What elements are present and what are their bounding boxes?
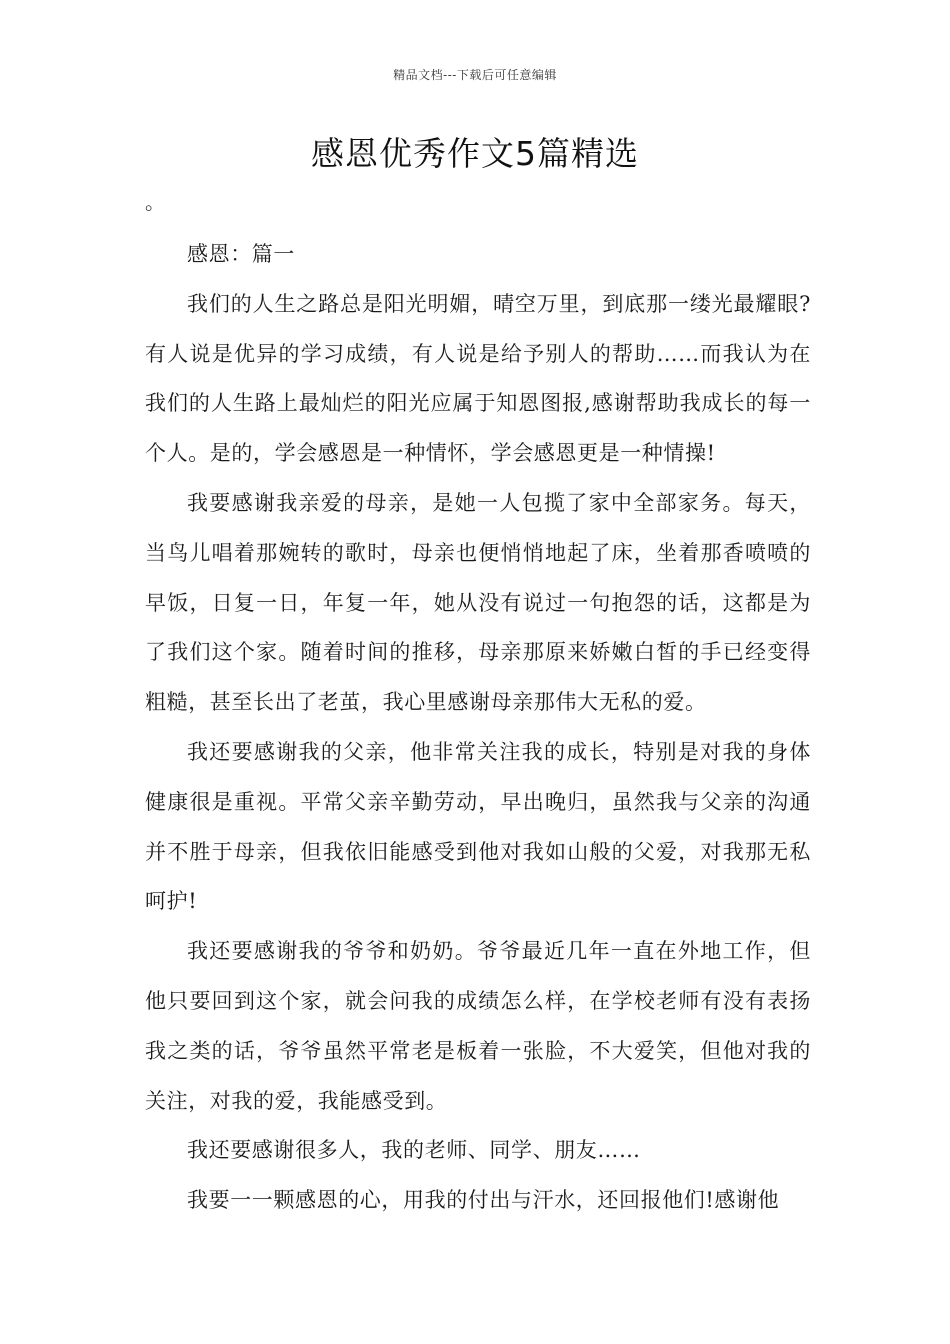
paragraph: 我还要感谢很多人，我的老师、同学、朋友…… bbox=[187, 1138, 641, 1163]
paragraph: 我们的人生之路总是阳光明媚，晴空万里，到底那一缕光最耀眼?有人说是优异的学习成绩，有人说是给予别人的帮助……而我认为在我们的人生路上最灿烂的阳光应属于知恩图报,感谢帮助我成长的每一个人。是的，学会感恩是一种情怀，学会感恩更是一种情操! bbox=[145, 291, 811, 466]
paragraph: 我要一一颗感恩的心，用我的付出与汗水，还回报他们!感谢他 bbox=[187, 1188, 780, 1213]
paragraph: 我还要感谢我的父亲，他非常关注我的成长，特别是对我的身体健康很是重视。平常父亲辛勤劳动，早出晚归，虽然我与父亲的沟通并不胜于母亲，但我依旧能感受到他对我如山般的父爱，对我那无私呵护! bbox=[145, 739, 811, 914]
body-text bbox=[145, 230, 811, 1226]
document-title: 感恩优秀作文5篇精选 bbox=[311, 134, 639, 173]
header-note: 精品文档---下载后可任意编辑 bbox=[393, 68, 557, 82]
paragraph: 我还要感谢我的爷爷和奶奶。爷爷最近几年一直在外地工作，但他只要回到这个家，就会问我的成绩怎么样，在学校老师有没有表扬我之类的话，爷爷虽然平常老是板着一张脸，不大爱笑，但他对我的关注，对我的爱，我能感受到。 bbox=[145, 939, 811, 1113]
section-heading: 感恩：篇一 bbox=[187, 242, 295, 266]
paragraph: 我要感谢我亲爱的母亲，是她一人包揽了家中全部家务。每天，当鸟儿唱着那婉转的歌时，母亲也便悄悄地起了床，坐着那香喷喷的早饭，日复一日，年复一年，她从没有说过一句抱怨的话，这都是为了我们这个家。随着时间的推移，母亲那原来娇嫩白皙的手已经变得粗糙，甚至长出了老茧，我心里感谢母亲那伟大无私的爱。 bbox=[145, 490, 811, 715]
lead-mark: 。 bbox=[145, 190, 165, 214]
